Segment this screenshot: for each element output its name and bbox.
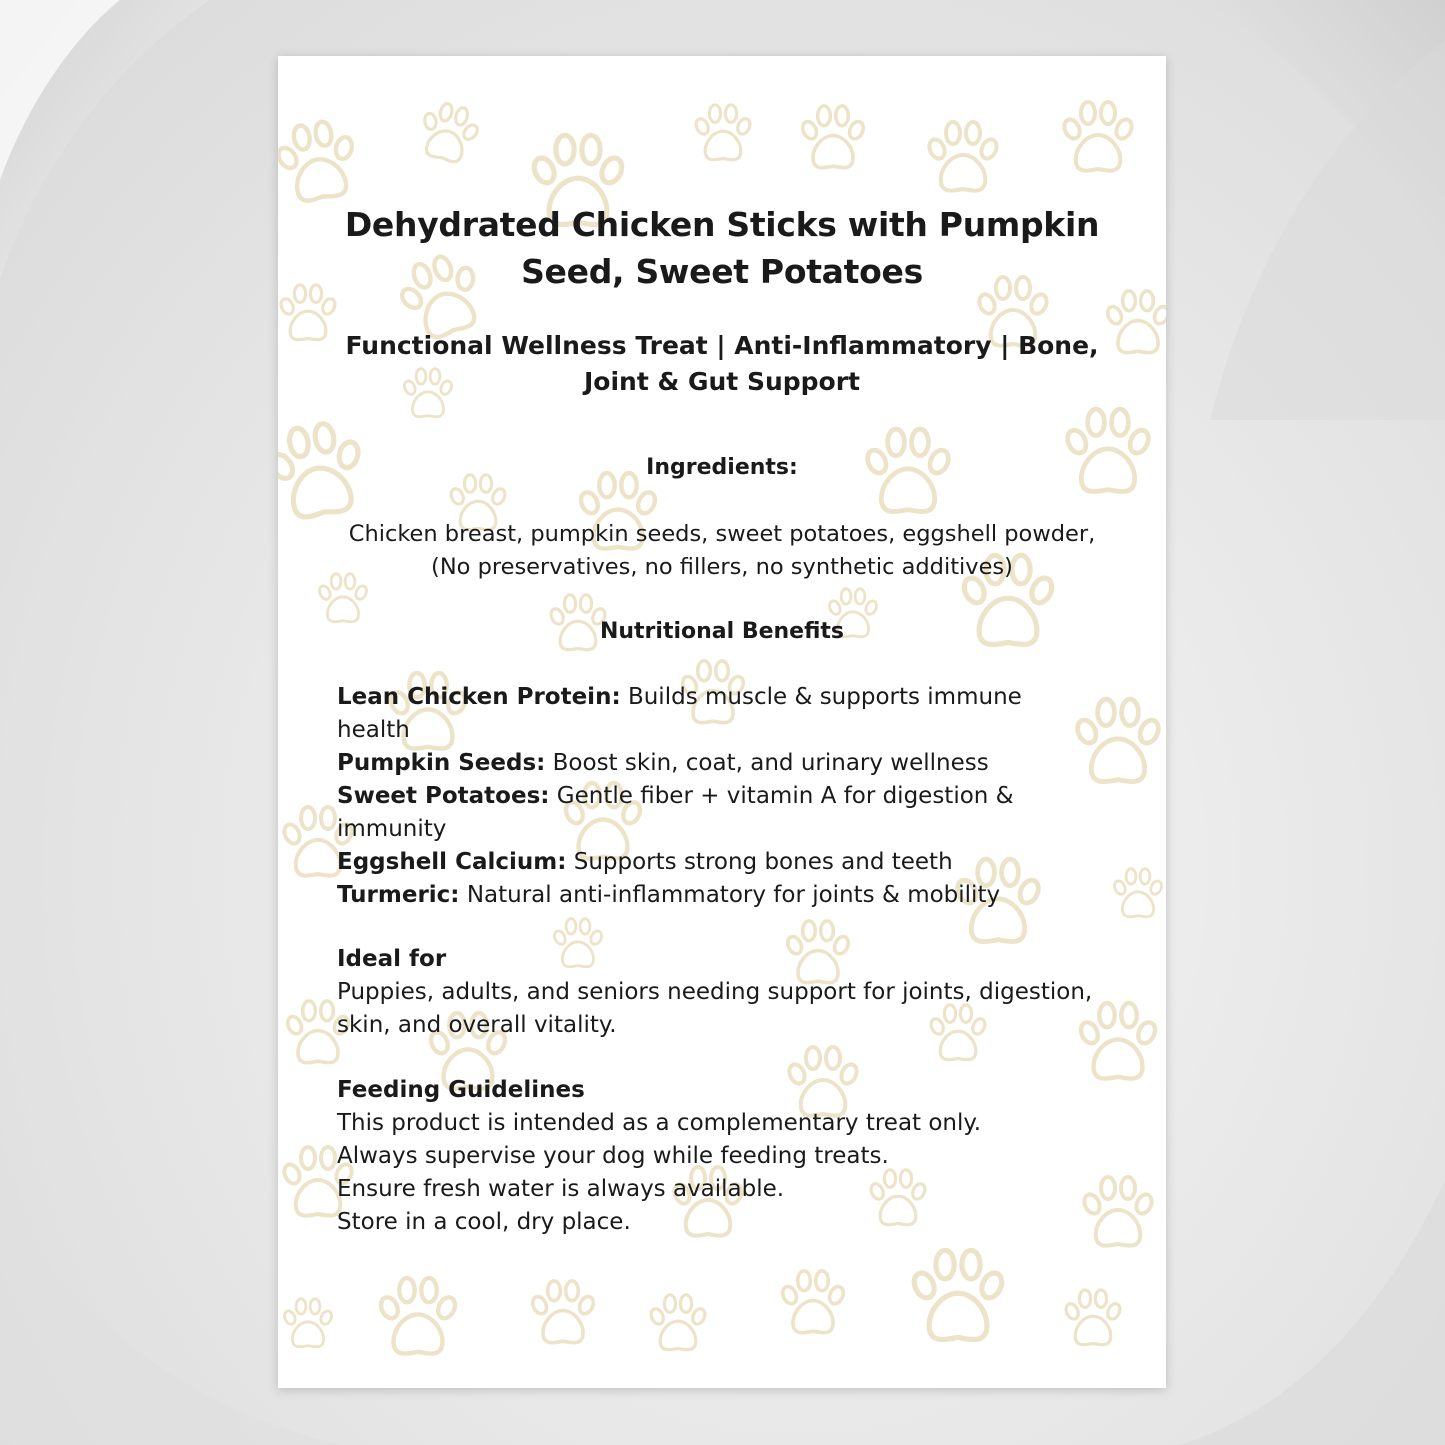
product-title: Dehydrated Chicken Sticks with Pumpkin Seed, Sweet Potatoes [344,205,1100,291]
feeding-line: Ensure fresh water is always available. [337,1176,785,1202]
ideal-for-heading: Ideal for [337,946,447,972]
benefit-item [337,681,1097,747]
benefit-label: Sweet Potatoes: [337,783,550,809]
benefit-label: Turmeric: [337,882,460,908]
nutrition-heading: Nutritional Benefits [599,619,845,644]
benefit-text: Boost skin, coat, and urinary wellness [545,750,989,776]
benefit-label: Pumpkin Seeds: [337,750,546,776]
ideal-for-section [337,943,1097,1042]
card-content [278,56,1166,1388]
benefit-item [337,846,1097,879]
benefit-text: Natural anti-inflammatory for joints & mobility [459,882,1001,908]
benefit-text: Gentle fiber + vitamin A for digestion & immunity [337,783,1014,842]
benefit-item [337,879,1097,912]
feeding-heading: Feeding Guidelines [337,1077,585,1103]
benefit-label: Lean Chicken Protein: [337,684,621,710]
benefit-item [337,780,1097,846]
ingredients-text: Chicken breast, pumpkin seeds, sweet potatoes, eggshell powder, (No preservatives, no fillers, no synthetic additives) [348,521,1096,580]
nutrition-benefits-list [337,681,1097,912]
benefit-label: Eggshell Calcium: [337,849,567,875]
benefit-text: Supports strong bones and teeth [566,849,953,875]
feeding-line: Always supervise your dog while feeding treats. [337,1143,889,1169]
benefit-item [337,747,1097,780]
ingredients-heading: Ingredients: [646,455,798,480]
feeding-line: This product is intended as a complementary treat only. [337,1110,982,1136]
feeding-guidelines-section [337,1074,1097,1239]
product-subtitle: Functional Wellness Treat | Anti-Inflammatory | Bone, Joint & Gut Support [345,331,1099,396]
ideal-for-text: Puppies, adults, and seniors needing support for joints, digestion, skin, and overall vitality. [337,979,1093,1038]
product-info-card [278,56,1166,1388]
feeding-line: Store in a cool, dry place. [337,1209,631,1235]
benefit-text: Builds muscle & supports immune health [337,684,1022,743]
